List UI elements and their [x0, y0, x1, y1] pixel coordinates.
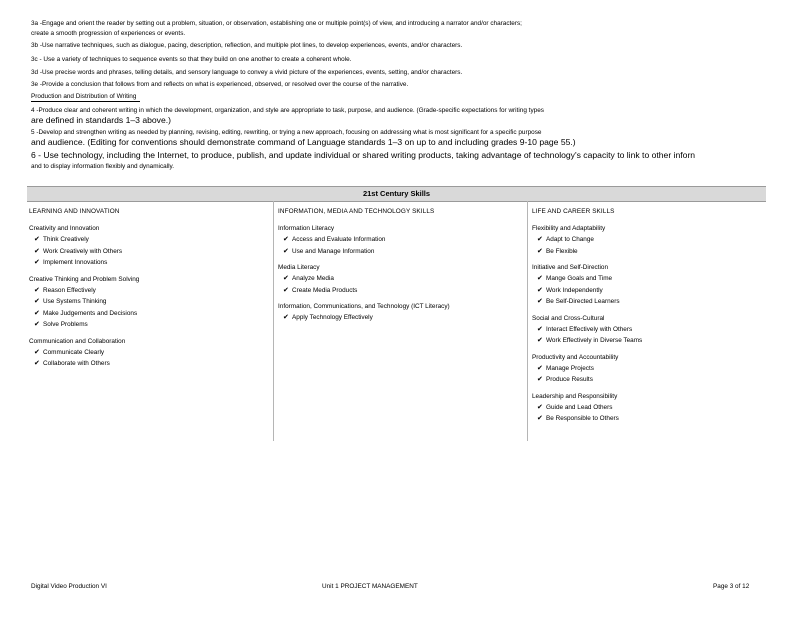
standard-6-cont: and to display information flexibly and dynamically.	[31, 163, 175, 170]
checkmark-icon: ✔	[537, 247, 543, 255]
skill-item	[532, 285, 772, 297]
standard-4: 4 -Produce clear and coherent writing in which the development, organization, and style are appropriate to task, purpose, and audience. (Grade-specific expectations for writing types	[31, 107, 544, 114]
checkmark-icon: ✔	[283, 314, 289, 321]
skill-item-label: Apply Technology Effectively	[292, 314, 373, 321]
skill-item	[278, 273, 518, 285]
skill-group	[29, 275, 269, 331]
skill-item-label: Analyze Media	[292, 275, 334, 282]
skill-group	[532, 353, 772, 386]
checkmark-icon: ✔	[34, 298, 40, 305]
skill-item-label: Think Creatively	[43, 236, 89, 243]
skill-item	[532, 402, 772, 414]
skill-item-label: Manage Projects	[546, 364, 594, 372]
skill-item	[278, 234, 518, 246]
standard-6: 6 - Use technology, including the Internet, to produce, publish, and update individual or shared writing products, taking advantage of technology's capacity to link to other inforn	[31, 151, 696, 160]
checkmark-icon: ✔	[283, 275, 289, 282]
standard-5: 5 -Develop and strengthen writing as needed by planning, revising, editing, rewriting, or trying a new approach, focusing on addressing what is most significant for a specific purpose	[31, 129, 542, 136]
skill-item-label: Work Creatively with Others	[43, 247, 123, 255]
checkmark-icon: ✔	[537, 275, 543, 282]
skill-group-title: Information, Communications, and Technology (ICT Literacy)	[278, 303, 450, 310]
skill-item	[278, 246, 518, 258]
footer-unit: Unit 1 PROJECT MANAGEMENT	[322, 583, 418, 590]
skill-group-title: Media Literacy	[278, 264, 320, 271]
checkmark-icon: ✔	[34, 321, 40, 328]
skill-group	[278, 224, 518, 257]
skills-column	[278, 207, 518, 330]
skill-item	[29, 347, 269, 359]
skill-item-label: Mange Goals and Time	[546, 275, 613, 282]
checkmark-icon: ✔	[283, 236, 289, 243]
column-heading: LIFE AND CAREER SKILLS	[532, 208, 615, 215]
skill-item	[29, 319, 269, 331]
skill-item-label: Produce Results	[546, 376, 593, 383]
skill-item-label: Guide and Lead Others	[546, 403, 613, 411]
skill-item	[29, 246, 269, 258]
skill-group	[29, 337, 269, 370]
skill-item-label: Be Flexible	[546, 247, 578, 255]
checkmark-icon: ✔	[537, 337, 543, 344]
standard-3c: 3c - Use a variety of techniques to sequence events so that they build on one another to create a coherent whole.	[31, 56, 352, 63]
skill-item-label: Use Systems Thinking	[43, 298, 107, 305]
skill-item-label: Be Self-Directed Learners	[546, 298, 620, 305]
column-divider	[273, 201, 274, 441]
skill-item	[29, 234, 269, 246]
skill-item	[532, 335, 772, 347]
skill-item	[29, 257, 269, 269]
skill-item-label: Access and Evaluate Information	[292, 236, 386, 243]
skill-item	[29, 296, 269, 308]
skill-group-title: Social and Cross-Cultural	[532, 314, 605, 322]
skill-item-label: Collaborate with Others	[43, 360, 110, 367]
standard-3a-cont: create a smooth progression of experiences or events.	[31, 30, 186, 37]
checkmark-icon: ✔	[537, 376, 543, 383]
skills-column	[29, 207, 269, 376]
skill-group-title: Leadership and Responsibility	[532, 392, 618, 400]
skill-item	[532, 324, 772, 336]
skill-item-label: Create Media Products	[292, 286, 358, 294]
skill-group	[532, 392, 772, 425]
skill-item-label: Reason Effectively	[43, 286, 96, 294]
skill-item-label: Communicate Clearly	[43, 348, 105, 356]
column-heading: INFORMATION, MEDIA AND TECHNOLOGY SKILLS	[278, 208, 435, 215]
checkmark-icon: ✔	[34, 259, 40, 266]
skill-item	[29, 308, 269, 320]
checkmark-icon: ✔	[283, 247, 289, 255]
skill-item	[532, 234, 772, 246]
skill-group-title: Creativity and Innovation	[29, 225, 100, 232]
checkmark-icon: ✔	[537, 298, 543, 305]
skill-group	[29, 224, 269, 269]
skill-group	[532, 314, 772, 347]
skill-item-label: Implement Innovations	[43, 259, 108, 266]
skill-group-title: Flexibility and Adaptability	[532, 225, 606, 232]
skill-item-label: Work Independently	[546, 286, 603, 294]
skill-item	[532, 296, 772, 308]
skill-group	[278, 302, 518, 324]
checkmark-icon: ✔	[537, 415, 543, 422]
skill-group-title: Productivity and Accountability	[532, 353, 619, 361]
checkmark-icon: ✔	[34, 236, 40, 243]
skill-item	[532, 413, 772, 425]
checkmark-icon: ✔	[537, 403, 543, 411]
checkmark-icon: ✔	[537, 286, 543, 294]
skill-item	[532, 363, 772, 375]
standard-3a: 3a -Engage and orient the reader by setting out a problem, situation, or observation, establishing one or multiple point(s) of view, and introducing a narrator and/or characters;	[31, 20, 522, 27]
production-heading: Production and Distribution of Writing	[31, 93, 140, 102]
skill-item-label: Adapt to Change	[546, 236, 594, 243]
checkmark-icon: ✔	[34, 286, 40, 294]
skill-item	[278, 312, 518, 324]
skill-item	[532, 374, 772, 386]
skill-item	[532, 246, 772, 258]
standard-4-cont: are defined in standards 1–3 above.)	[31, 116, 171, 125]
footer-course: Digital Video Production VI	[31, 583, 107, 590]
skill-group	[278, 263, 518, 296]
checkmark-icon: ✔	[34, 348, 40, 356]
skill-item-label: Be Responsible to Others	[546, 415, 619, 422]
skill-group-title: Information Literacy	[278, 225, 335, 232]
checkmark-icon: ✔	[537, 364, 543, 372]
skills-column	[532, 207, 772, 431]
skill-item-label: Work Effectively in Diverse Teams	[546, 337, 643, 344]
skill-item-label: Interact Effectively with Others	[546, 325, 633, 333]
checkmark-icon: ✔	[34, 309, 40, 317]
skill-item	[29, 285, 269, 297]
skill-group-title: Creative Thinking and Problem Solving	[29, 275, 140, 283]
skills-title-bar: 21st Century Skills	[27, 186, 766, 202]
checkmark-icon: ✔	[537, 236, 543, 243]
checkmark-icon: ✔	[537, 325, 543, 333]
checkmark-icon: ✔	[283, 286, 289, 294]
skill-group-title: Communication and Collaboration	[29, 337, 126, 345]
skill-item	[278, 285, 518, 297]
skill-group	[532, 224, 772, 257]
standard-5-cont: and audience. (Editing for conventions should demonstrate command of Language standards 1–3 on up to and including grades 9-10 page 55.)	[31, 138, 576, 147]
skill-item-label: Use and Manage Information	[292, 247, 375, 255]
checkmark-icon: ✔	[34, 360, 40, 367]
skill-group	[532, 263, 772, 308]
checkmark-icon: ✔	[34, 247, 40, 255]
standard-3b: 3b -Use narrative techniques, such as dialogue, pacing, description, reflection, and multiple plot lines, to develop experiences, events, and/or characters.	[31, 42, 463, 49]
standard-3e: 3e -Provide a conclusion that follows from and reflects on what is experienced, observed, or resolved over the course of the narrative.	[31, 81, 409, 88]
column-divider	[527, 201, 528, 441]
skill-item	[29, 358, 269, 370]
standard-3d: 3d -Use precise words and phrases, telling details, and sensory language to convey a vivid picture of the experiences, events, setting, and/or characters.	[31, 69, 463, 76]
footer-page: Page 3 of 12	[713, 583, 750, 590]
skill-item	[532, 273, 772, 285]
skill-group-title: Initiative and Self-Direction	[532, 264, 609, 271]
skill-item-label: Make Judgements and Decisions	[43, 309, 138, 317]
column-heading: LEARNING AND INNOVATION	[29, 208, 120, 215]
skill-item-label: Solve Problems	[43, 321, 88, 328]
